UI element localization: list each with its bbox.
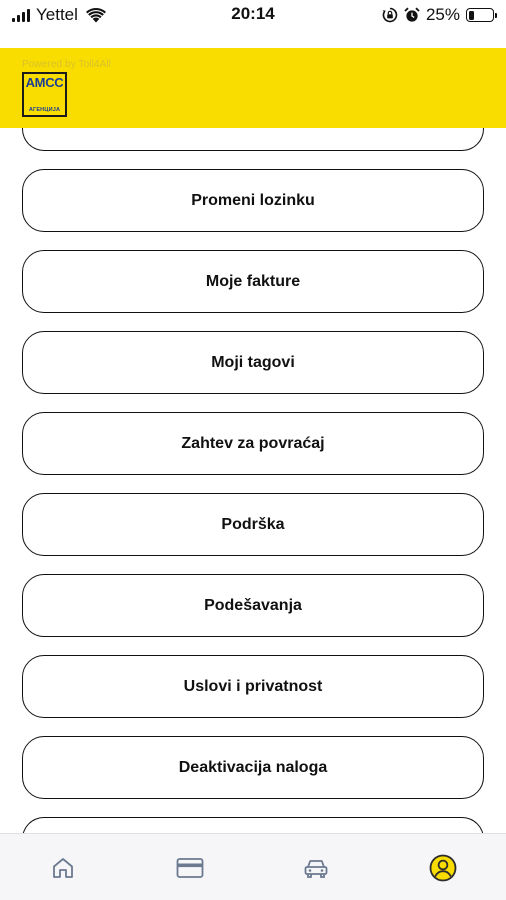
battery-percent: 25% (425, 5, 460, 24)
alarm-icon (404, 7, 420, 23)
logo-main-text: AMCC (25, 75, 64, 90)
powered-by-text: Powered by Toll4All (22, 59, 111, 70)
support-button[interactable]: Podrška (22, 493, 484, 556)
carrier-name: Yettel (36, 5, 78, 24)
orientation-lock-icon (382, 7, 398, 23)
refund-request-button[interactable]: Zahtev za povraćaj (22, 412, 484, 475)
tab-home[interactable] (49, 854, 77, 882)
battery-icon (466, 8, 494, 22)
home-icon (51, 856, 75, 880)
app-header (0, 48, 506, 128)
my-invoices-button[interactable]: Moje fakture (22, 250, 484, 313)
card-icon (176, 857, 204, 879)
settings-button[interactable]: Podešavanja (22, 574, 484, 637)
car-icon (303, 857, 329, 879)
tab-payments[interactable] (176, 854, 204, 882)
terms-privacy-button[interactable]: Uslovi i privatnost (22, 655, 484, 718)
profile-icon (429, 854, 457, 882)
amcc-logo[interactable] (22, 72, 67, 117)
profile-menu-list[interactable] (0, 128, 506, 833)
tab-profile[interactable] (429, 854, 457, 882)
battery-level (469, 11, 475, 20)
menu-button-partial-top[interactable] (22, 128, 484, 151)
bottom-tab-bar (0, 833, 506, 900)
tab-vehicles[interactable] (302, 854, 330, 882)
my-tags-button[interactable]: Moji tagovi (22, 331, 484, 394)
status-time: 20:14 (231, 4, 275, 23)
logo-sub-text: АГЕНЦИЈА (28, 107, 61, 113)
status-bar (0, 0, 506, 48)
deactivate-account-button[interactable]: Deaktivacija naloga (22, 736, 484, 799)
status-right (382, 5, 494, 25)
change-password-button[interactable]: Promeni lozinku (22, 169, 484, 232)
menu-button-partial-bottom[interactable] (22, 817, 484, 833)
